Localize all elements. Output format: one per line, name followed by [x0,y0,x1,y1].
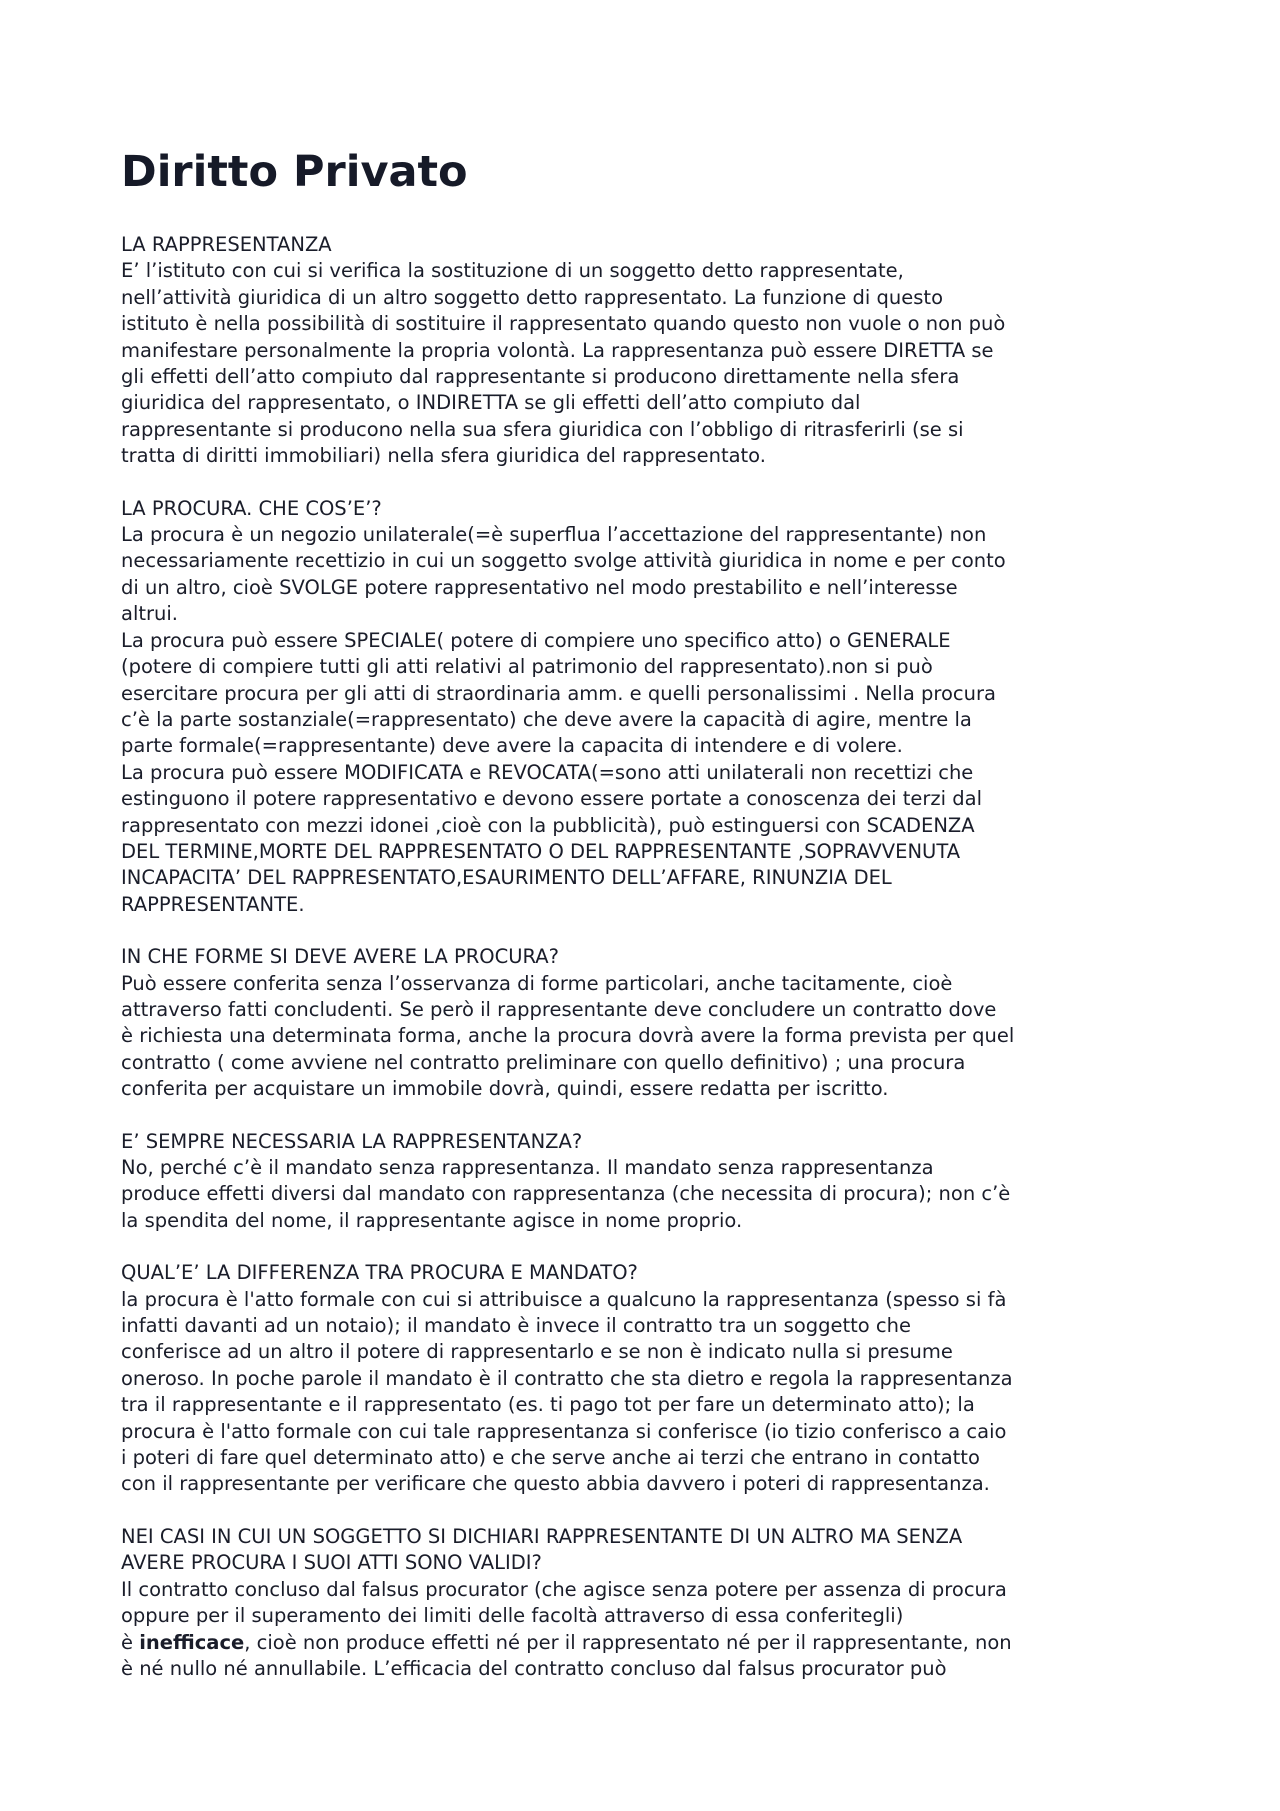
paragraph: la procura è l'atto formale con cui si attribuisce a qualcuno la rappresentanza (spesso si fà infatti davanti ad un notaio); il mandato è invece il contratto tra un soggetto che conferisce ad un altro il potere di rappresentarlo e se non è indicato nulla si presume oneroso. In poche parole il mandato è il contratto che sta dietro e regola la rappresentanza tra il rappresentante e il rappresentato (es. ti pago tot per fare un determinato atto); la procura è l'atto formale con cui tale rappresentanza si conferisce (io tizio conferisco a caio i poteri di fare quel determinato atto) e che serve anche ai terzi che entrano in contatto con il rappresentante per verificare che questo abbia davvero i poteri di rappresentanza. [121,1287,1013,1496]
paragraph: La procura è un negozio unilaterale(=è superflua l’accettazione del rappresentante) non necessariamente recettizio in cui un soggetto svolge attività giuridica in nome e per conto di un altro, cioè SVOLGE potere rappresentativo nel modo prestabilito e nell’interesse altrui. [121,523,1006,626]
text-rest: , cioè non produce effetti né per il rappresentato né per il rappresentante, non è né nullo né annullabile. L’efficacia del contratto concluso dal falsus procurator può [121,1630,1012,1680]
section-procura [121,496,1171,919]
section-heading: LA PROCURA. CHE COS’E’? [121,496,382,520]
section-heading: NEI CASI IN CUI UN SOGGETTO SI DICHIARI RAPPRESENTANTE DI UN ALTRO MA SENZA AVERE PROCURA I SUOI ATTI SONO VALIDI? [121,1524,963,1575]
document-title: Diritto Privato [121,147,468,197]
paragraph: E’ l’istituto con cui si verifica la sostituzione di un soggetto detto rappresentate, nell’attività giuridica di un altro soggetto detto rappresentato. La funzione di questo istituto è nella possibilità di sostituire il rappresentato quando questo non vuole o non può manifestare personalmente la propria volontà. La rappresentanza può essere DIRETTA se gli effetti dell’atto compiuto dal rappresentante si producono direttamente nella sfera giuridica del rappresentato, o INDIRETTA se gli effetti dell’atto compiuto dal rappresentante si producono nella sua sfera giuridica con l’obbligo di ritrasferirli (se si tratta di diritti immobiliari) nella sfera giuridica del rappresentato. [121,259,1006,468]
bold-term: inefficace [139,1630,245,1654]
document-page [121,142,1171,1708]
section-falsus-procurator [121,1524,1171,1682]
section-rappresentanza [121,232,1171,470]
section-forme-procura [121,944,1171,1102]
section-heading: QUAL’E’ LA DIFFERENZA TRA PROCURA E MANDATO? [121,1261,638,1285]
paragraph: La procura può essere MODIFICATA e REVOCATA(=sono atti unilaterali non recettizi che estinguono il potere rappresentativo e devono essere portate a conoscenza dei terzi dal rappresentato con mezzi idonei ,cioè con la pubblicità), può estinguersi con SCADENZA DEL TERMINE,MORTE DEL RAPPRESENTATO O DEL RAPPRESENTANTE ,SOPRAVVENUTA INCAPACITA’ DEL RAPPRESENTATO,ESAURIMENTO DELL’AFFARE, RINUNZIA DEL RAPPRESENTANTE. [121,760,982,916]
paragraph: Può essere conferita senza l’osservanza di forme particolari, anche tacitamente, cioè attraverso fatti concludenti. Se però il rappresentante deve concludere un contratto dove è richiesta una determinata forma, anche la procura dovrà avere la forma prevista per quel contratto ( come avviene nel contratto preliminare con quello definitivo) ; una procura conferita per acquistare un immobile dovrà, quindi, essere redatta per iscritto. [121,971,1015,1101]
paragraph-inefficace [121,1630,1171,1683]
paragraph: La procura può essere SPECIALE( potere di compiere uno specifico atto) o GENERALE (potere di compiere tutti gli atti relativi al patrimonio del rappresentato).non si può esercitare procura per gli atti di straordinaria amm. e quelli personalissimi . Nella procura c’è la parte sostanziale(=rappresentato) che deve avere la capacità di agire, mentre la parte formale(=rappresentante) deve avere la capacita di intendere e di volere. [121,628,996,758]
paragraph: Il contratto concluso dal falsus procurator (che agisce senza potere per assenza di procura oppure per il superamento dei limiti delle facoltà attraverso di essa conferitegli) [121,1577,1007,1628]
section-necessaria [121,1129,1171,1235]
text-prefix: è [121,1630,140,1654]
paragraph: No, perché c’è il mandato senza rappresentanza. Il mandato senza rappresentanza produce effetti diversi dal mandato con rappresentanza (che necessita di procura); non c’è la spendita del nome, il rappresentante agisce in nome proprio. [121,1156,1011,1232]
section-heading: LA RAPPRESENTANZA [121,233,332,256]
section-heading: IN CHE FORME SI DEVE AVERE LA PROCURA? [121,945,559,969]
section-heading: E’ SEMPRE NECESSARIA LA RAPPRESENTANZA? [121,1129,583,1153]
section-differenza [121,1260,1171,1498]
